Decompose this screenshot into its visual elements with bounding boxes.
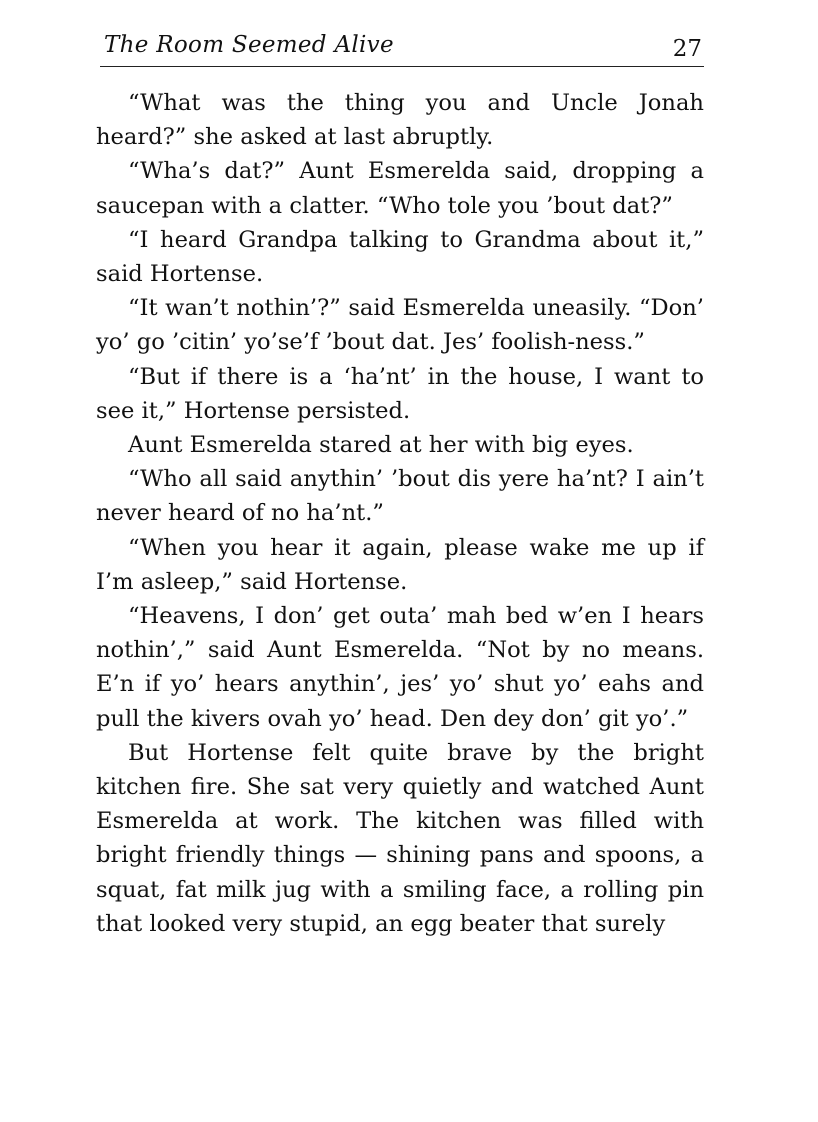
paragraph: But Hortense felt quite brave by the bright kitchen fire. She sat very quietly and watched Aunt Esmerelda at work. The kitchen was filled with bright friendly things — shining pans and spoons, a squat, fat milk jug with a smiling face, a rolling pin that looked very stupid, an egg beater that surely <box>96 739 704 937</box>
paragraph: Aunt Esmerelda stared at her with big eyes. <box>128 432 634 459</box>
paragraph: “It wan’t nothin’?” said Esmerelda uneasily. “Don’ yo’ go ’citin’ yo’se’f ’bout dat. Jes’ foolish-ness.” <box>96 295 704 356</box>
paragraph: “What was the thing you and Uncle Jonah heard?” she asked at last abruptly. <box>96 90 704 151</box>
paragraph: “But if there is a ‘ha’nt’ in the house, I want to see it,” Hortense persisted. <box>96 363 704 424</box>
paragraph: “When you hear it again, please wake me up if I’m asleep,” said Hortense. <box>96 534 704 595</box>
body-text <box>96 86 704 941</box>
paragraph: “Heavens, I don’ get outa’ mah bed w’en I hears nothin’,” said Aunt Esmerelda. “Not by no means. E’n if yo’ hears anythin’, jes’ yo’ shut yo’ eahs and pull the kivers ovah yo’ head. Den dey don’ git yo’.” <box>96 603 704 732</box>
paragraph: “Wha’s dat?” Aunt Esmerelda said, dropping a saucepan with a clatter. “Who tole you ’bout dat?” <box>96 158 704 219</box>
paragraph: “Who all said anythin’ ’bout dis yere ha’nt? I ain’t never heard of no ha’nt.” <box>96 466 704 527</box>
paragraph: “I heard Grandpa talking to Grandma about it,” said Hortense. <box>96 226 704 288</box>
running-title: The Room Seemed Alive <box>104 32 394 58</box>
header-rule <box>100 66 704 67</box>
page-header <box>100 30 706 68</box>
page-number: 27 <box>672 36 702 62</box>
